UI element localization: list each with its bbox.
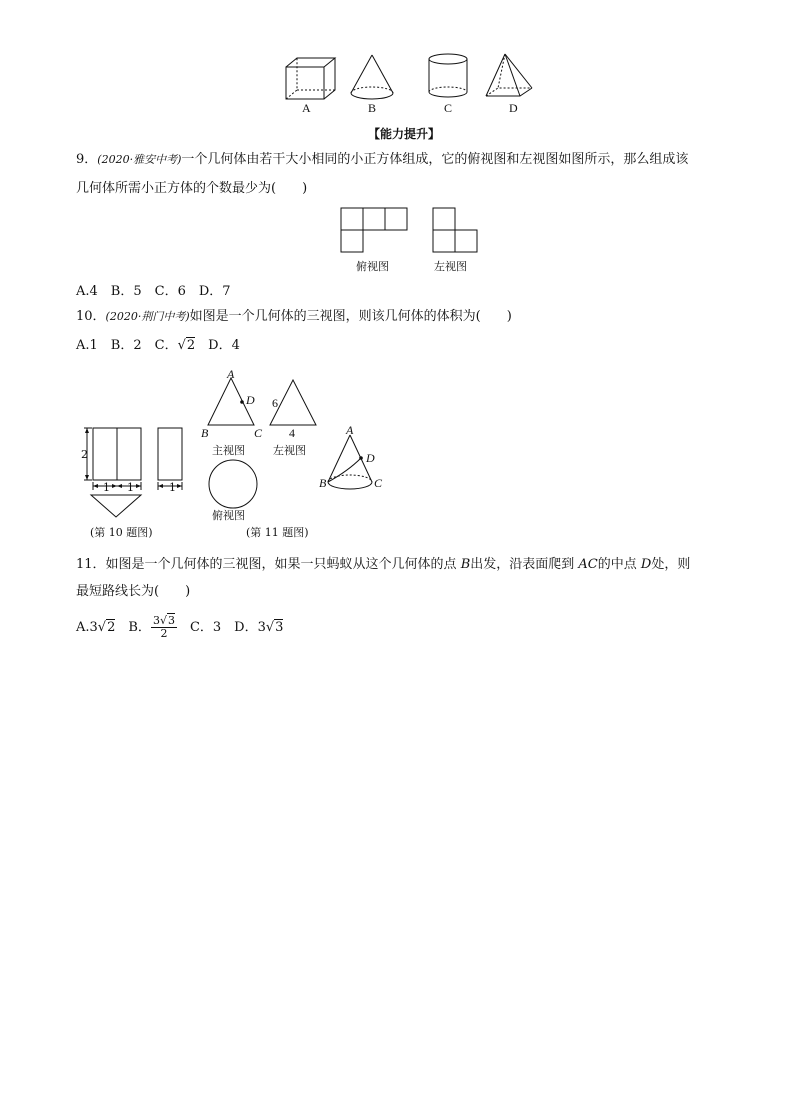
q10-options-ab: A.1 B．2 C． (76, 338, 178, 353)
sqrt-symbol: √ (177, 338, 186, 353)
q11-left-view-caption: 左视图 (273, 444, 306, 457)
pyramid-figure (486, 54, 532, 96)
q11-length-6: 6 (272, 396, 278, 410)
q11-point-d-3d: D (366, 451, 375, 465)
q11-point-a-front: A (227, 367, 235, 381)
solid-label-d: D (509, 101, 518, 115)
q10-line1 (76, 308, 512, 326)
section-title: 【能力提升】 (368, 127, 441, 141)
q11-point-b: B (460, 557, 471, 572)
q11-point-c-3d: C (374, 476, 383, 490)
q11-opt-b-numerator-radicand: 3 (167, 614, 175, 627)
q11-text-c: 的中点 (597, 557, 641, 572)
q11-text-a: 如图是一个几何体的三视图，如果一只蚂蚁从这个几何体的点 (105, 557, 461, 572)
sqrt-symbol: √ (159, 614, 167, 627)
q9-line1 (76, 151, 688, 169)
q11-text-d: 处，则 (651, 557, 691, 572)
q11-text-b: 出发，沿表面爬到 (470, 557, 579, 572)
q11-number: 11． (76, 557, 106, 572)
q11-line1 (76, 556, 690, 574)
q10-opt-c-radicand: 2 (186, 338, 196, 353)
q11-point-d: D (640, 557, 652, 572)
cube-figure (286, 58, 335, 99)
q10-text: 如图是一个几何体的三视图，则该几何体的体积为( ) (189, 309, 512, 324)
solid-label-c: C (444, 101, 453, 115)
cone-figure (351, 55, 393, 99)
sqrt-symbol: √ (265, 620, 275, 635)
q10-options (76, 337, 240, 355)
cylinder-figure (429, 54, 467, 97)
q9-text-line2: 几何体所需小正方体的个数最少为( ) (76, 181, 308, 196)
q10-dim-width2: 1 (127, 481, 134, 494)
q11-front-view-caption: 主视图 (212, 444, 245, 457)
q11-length-4: 4 (289, 426, 295, 440)
q11-opt-a: A.3 (76, 620, 98, 635)
q11-opt-b-numerator-coef: 3 (152, 614, 160, 627)
q11-text-line2: 最短路线长为( ) (76, 584, 191, 599)
q11-opt-b-denominator: 2 (160, 627, 168, 640)
q11-figure (198, 367, 393, 512)
q10-source: (2020·荆门中考) (105, 310, 190, 323)
q11-top-view-caption: 俯视图 (212, 509, 245, 522)
q9-number: 9． (76, 152, 98, 167)
q11-options (76, 614, 283, 642)
solid-label-b: B (368, 101, 377, 115)
q11-opt-cd: C．3 D．3 (176, 620, 266, 635)
q11-segment-ac: AC (578, 557, 598, 572)
q11-opt-b: B． (115, 620, 151, 635)
q9-top-view-caption: 俯视图 (356, 260, 389, 273)
q9-source: (2020·雅安中考) (97, 153, 182, 166)
q9-left-view-caption: 左视图 (434, 260, 467, 273)
q11-point-c-front: C (254, 426, 263, 440)
q11-point-d-front: D (246, 393, 255, 407)
q9-text-line1: 一个几何体由若干大小相同的小正方体组成，它的俯视图和左视图如图所示，那么组成该 (181, 152, 689, 167)
q11-point-a-3d: A (346, 423, 354, 437)
q11-point-b-front: B (201, 426, 209, 440)
q11-opt-b-fraction (151, 615, 177, 640)
q9-options: A.4 B．5 C．6 D．7 (76, 284, 231, 299)
q10-number: 10． (76, 309, 106, 324)
q11-caption: (第 11 题图) (246, 526, 309, 539)
q11-opt-d-radicand: 3 (275, 620, 284, 635)
q10-dim-side: 1 (169, 481, 176, 494)
q10-caption: (第 10 题图) (90, 526, 153, 539)
q11-point-b-3d: B (319, 476, 327, 490)
q10-option-d: D．4 (195, 338, 240, 353)
q11-opt-a-radicand: 2 (107, 620, 116, 635)
q10-dim-height: 2 (81, 448, 88, 461)
solid-label-a: A (302, 101, 311, 115)
q10-dim-width1: 1 (103, 481, 110, 494)
sqrt-symbol: √ (97, 620, 107, 635)
q9-figure (338, 206, 483, 256)
q10-figure (78, 420, 188, 520)
